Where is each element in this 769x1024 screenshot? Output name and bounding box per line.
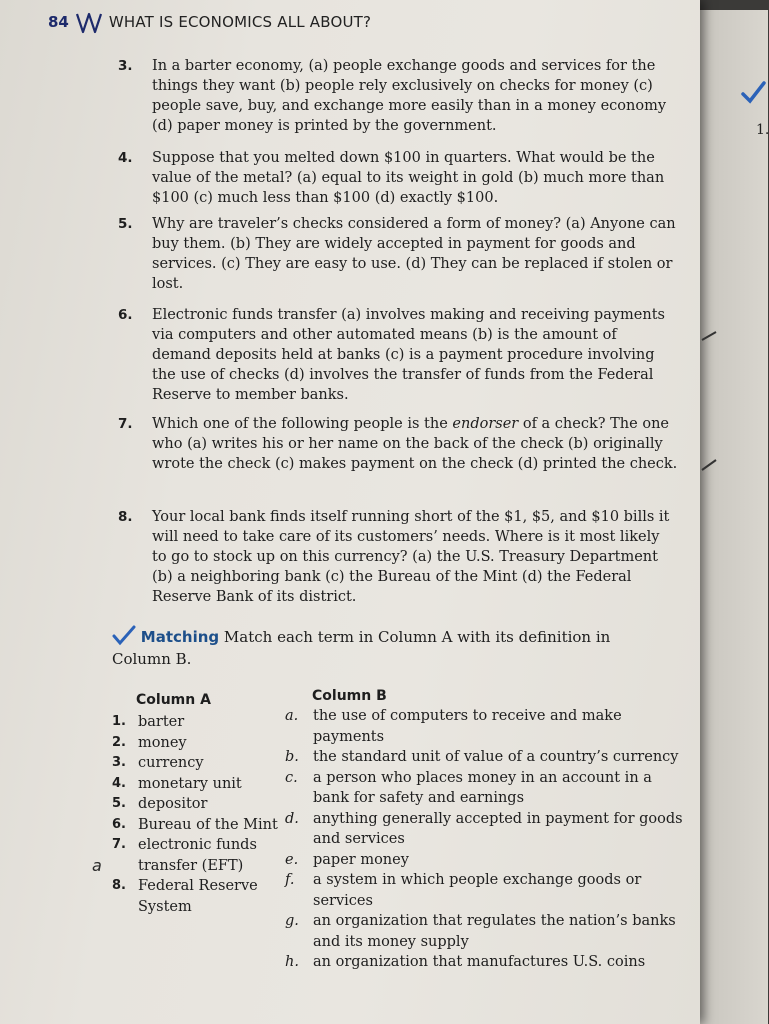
pencil-tick-icon (700, 330, 718, 344)
item-definition: a system in which people exchange goods or services (313, 872, 642, 909)
chapter-title: WHAT IS ECONOMICS ALL ABOUT? (108, 13, 372, 31)
matching-title: Matching (140, 628, 220, 646)
column-b-item (285, 706, 685, 747)
adjacent-page (700, 10, 768, 1024)
item-term: Bureau of the Mint (138, 816, 278, 833)
question-6: 6. Electronic funds transfer (a) involves making and receiving payments via computers and other automated means (b) is the amount of demand deposits held at banks (c) is a payment procedure involving the use of checks (d) involves the transfer of funds from the Federal Reserve to member banks. (118, 307, 665, 403)
item-definition: the use of computers to receive and make payments (313, 708, 622, 745)
item-letter: c. (285, 769, 298, 786)
column-b-item (285, 870, 685, 911)
item-number: 5. (112, 796, 126, 811)
item-term: Federal Reserve System (138, 878, 258, 915)
question-8: 8. Your local bank finds itself running short of the $1, $5, and $10 bills it will need to take care of its customers’ needs. Where is it most likely to go to stock up on this currency? (a) the U.S. Treasury Department (b) a neighboring bank (c) the Bureau of the Mint (d) the Federal Reserve Bank of its district. (118, 509, 670, 605)
column-b-list (285, 706, 685, 973)
question-4: 4. Suppose that you melted down $100 in quarters. What would be the value of the metal? (a) equal to its weight in gold (b) much more than $100 (c) much less than $100 (d) exactly $100. (118, 150, 665, 206)
page-header (48, 8, 371, 36)
item-number: 4. (112, 775, 126, 791)
column-a-item (112, 794, 287, 815)
item-letter: h. (285, 954, 299, 970)
endorser-term: endorser (452, 416, 519, 432)
item-definition: a person who places money in an account in a bank for safety and earnings (313, 769, 652, 806)
item-term: electronic funds transfer (EFT) (138, 837, 257, 874)
item-letter: f. (285, 872, 295, 888)
question-5: 5. Why are traveler’s checks considered a form of money? (a) Anyone can buy them. (b) They are widely accepted in payment for goods and services. (c) They are easy to use. (d) They can be replaced if stolen or lost. (118, 216, 676, 292)
item-letter: d. (285, 810, 299, 827)
item-term: barter (138, 714, 185, 730)
column-a-item (112, 876, 287, 917)
zigzag-logo-icon (75, 8, 105, 36)
column-a-item (112, 835, 287, 876)
check-mark-icon (740, 80, 766, 106)
item-number: 2. (112, 734, 126, 750)
column-a-item (112, 774, 287, 795)
item-definition: paper money (313, 851, 409, 868)
item-term: depositor (138, 796, 208, 812)
item-number: 7. (112, 837, 126, 852)
item-definition: an organization that regulates the nation’s banks and its money supply (313, 913, 676, 950)
column-b-item (285, 911, 685, 952)
column-a-list (112, 712, 287, 917)
matching-section (112, 625, 672, 670)
column-a-item (112, 815, 287, 836)
item-term: monetary unit (138, 775, 242, 792)
item-letter: g. (285, 913, 299, 929)
item-letter: a. (285, 708, 299, 724)
column-b-item (285, 850, 685, 871)
column-a-item (112, 733, 287, 754)
item-number: 3. (112, 755, 126, 770)
item-number: 6. (112, 816, 126, 832)
item-letter: b. (285, 749, 299, 765)
next-page-number: 1. (756, 122, 769, 138)
item-term: money (138, 734, 187, 751)
column-a-item (112, 712, 287, 733)
question-3: 3. In a barter economy, (a) people exchange goods and services for the things they want (b) people rely exclusively on checks for money (c) people save, buy, and exchange more easily than in a money economy (d) paper money is printed by the government. (118, 58, 667, 134)
item-letter: e. (285, 851, 299, 868)
item-definition: the standard unit of value of a country’s currency (313, 749, 679, 765)
column-b-item (285, 747, 685, 768)
check-mark-icon (112, 625, 136, 645)
item-definition: an organization that manufactures U.S. coins (313, 954, 646, 970)
item-term: currency (138, 755, 204, 771)
column-a-heading: Column A (136, 692, 211, 708)
column-b-item (285, 768, 685, 809)
column-b-item (285, 952, 685, 973)
pencil-tick-icon (700, 458, 718, 472)
column-a-item (112, 753, 287, 774)
item-number: 1. (112, 714, 126, 729)
item-definition: anything generally accepted in payment for goods and services (313, 810, 683, 847)
page-number: 84 (48, 13, 69, 31)
column-b-heading: Column B (312, 688, 387, 704)
item-number: 8. (112, 878, 126, 893)
column-b-item (285, 809, 685, 850)
question-7: 7. Which one of the following people is the endorser of a check? The one who (a) writes his or her name on the back of the check (b) originally wrote the check (c) makes payment on the check (d) printed the check. (118, 416, 678, 472)
matching-instructions: Match each term in Column A with its definition in Column B. (112, 628, 611, 668)
handwritten-answer-7: a (92, 856, 102, 875)
